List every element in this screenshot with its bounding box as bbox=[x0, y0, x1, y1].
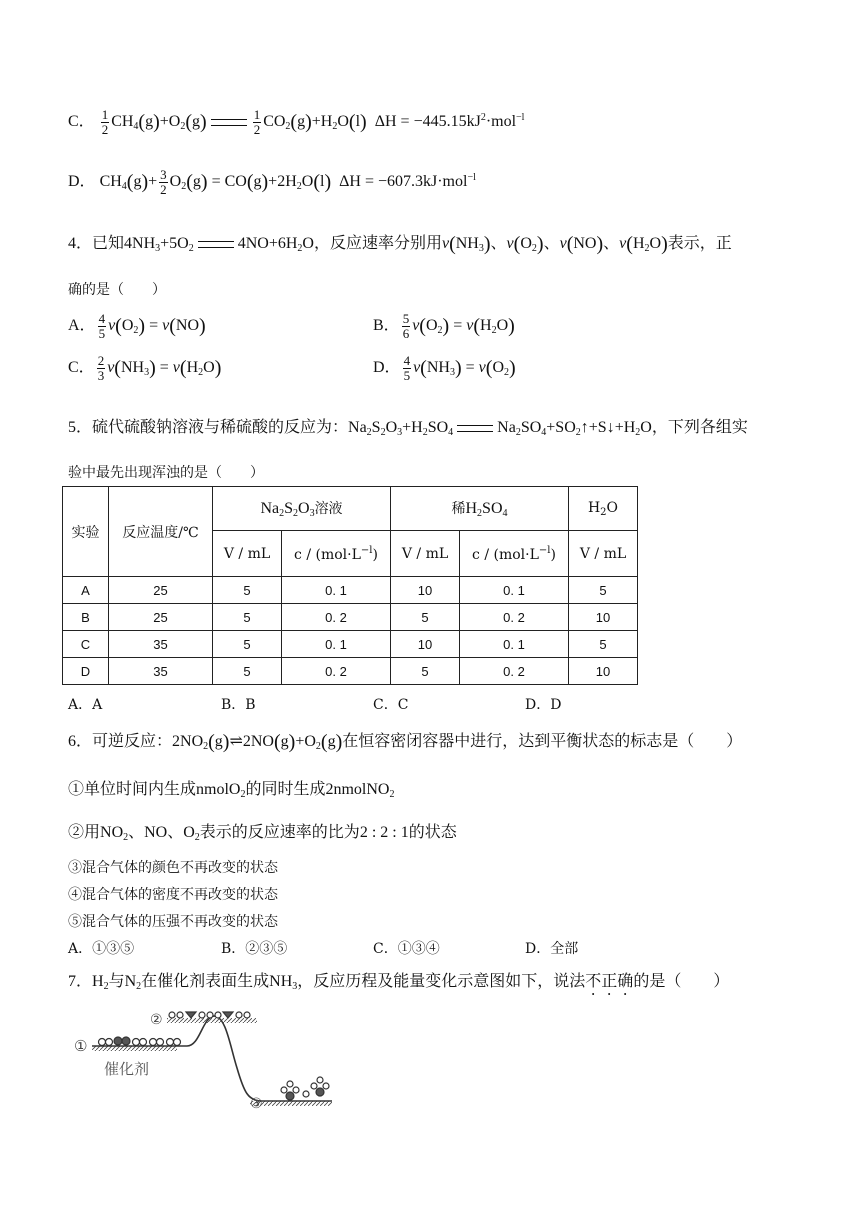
q5-option-a: A．A bbox=[68, 697, 103, 713]
header-v3: V / mL bbox=[569, 531, 638, 577]
q6-stem: 6．可逆反应：$2NO_2(g)\rightleftharpoons 2NO(g)+O_2(g)$在恒容密闭容器中进行，达到平衡状态的标志是（ ） bbox=[68, 731, 743, 753]
stem-text: ，下列各组实 bbox=[651, 419, 748, 436]
option-label: B． bbox=[373, 317, 400, 335]
q4-option-c: C． $\frac{2}{3}$ $v(NH_3) = v(H_2O)$ bbox=[68, 353, 222, 383]
statement-text: 的状态 bbox=[408, 824, 457, 841]
enthalpy-text: ΔH = −445.15kJ bbox=[374, 113, 481, 131]
header-h2so4: 稀$H_2SO_4$ bbox=[391, 487, 569, 531]
stem-text: 在催化剂表面生成 bbox=[141, 973, 270, 990]
q6-statement-4: ④混合气体的密度不再改变的状态 bbox=[68, 887, 278, 903]
q6-option-b: B．②③⑤ bbox=[221, 941, 288, 957]
cell-temp: 25 bbox=[109, 604, 213, 631]
state-label-2: ② bbox=[150, 1012, 163, 1028]
stem-text: 的是（ ） bbox=[633, 973, 730, 990]
enthalpy-sup: −l bbox=[467, 172, 476, 184]
c-close: ) bbox=[550, 546, 556, 563]
cell-exp: C bbox=[63, 631, 109, 658]
stem-text: 与 bbox=[108, 973, 125, 990]
table-row bbox=[63, 631, 638, 658]
q6-option-a: A．①③⑤ bbox=[68, 941, 135, 957]
header-c2 bbox=[460, 531, 569, 577]
c-unit: c / (mol·L bbox=[472, 546, 539, 563]
q6-option-c: C．①③④ bbox=[373, 941, 440, 957]
statement-text: ②用 bbox=[68, 824, 101, 841]
cell-v3: 5 bbox=[569, 577, 638, 604]
cell-c2: 0. 2 bbox=[460, 604, 569, 631]
molecules-state-3 bbox=[281, 1077, 329, 1100]
table-row bbox=[63, 604, 638, 631]
q7-stem: 7．$H_2$与$N_2$在催化剂表面生成$NH_3$，反应历程及能量变化示意图如下，说法不正确的是（ ） bbox=[68, 973, 730, 992]
stem-text: 7． bbox=[68, 973, 93, 990]
cell-c1: 0. 1 bbox=[282, 577, 391, 604]
cell-exp: A bbox=[63, 577, 109, 604]
header-h2o: $H_2O$ bbox=[569, 487, 638, 531]
header-text: 溶液 bbox=[314, 501, 343, 517]
molecules-state-2 bbox=[169, 1012, 250, 1018]
enthalpy-text: ΔH = −607.3kJ·mol bbox=[339, 173, 468, 191]
cell-exp: D bbox=[63, 658, 109, 685]
q5-option-b: B．B bbox=[221, 697, 256, 713]
q6-statement-5: ⑤混合气体的压强不再改变的状态 bbox=[68, 914, 278, 930]
cell-c2: 0. 2 bbox=[460, 658, 569, 685]
table-row bbox=[63, 577, 638, 604]
option-label: C． bbox=[68, 113, 95, 131]
cell-v2: 5 bbox=[391, 658, 460, 685]
cell-exp: B bbox=[63, 604, 109, 631]
statement-text: 表示的反应速率的比为 bbox=[199, 824, 360, 841]
enthalpy-unit: ·mol bbox=[485, 113, 517, 131]
stem-emphasis: 不正确 bbox=[585, 973, 634, 990]
option-label: C． bbox=[68, 359, 95, 377]
q4-stem: 4．已知$4NH_3+5O_2$ $4NO+6H_2O$，反应速率分别用$v(NH_3)$、$v(O_2)$、v(NO)、$v(H_2O)$表示，正 bbox=[68, 233, 732, 255]
stem-text: 4．已知 bbox=[68, 235, 125, 252]
cell-v1: 5 bbox=[213, 631, 282, 658]
cell-v2: 5 bbox=[391, 604, 460, 631]
cell-c1: 0. 2 bbox=[282, 604, 391, 631]
cell-c1: 0. 2 bbox=[282, 658, 391, 685]
q6-option-d: D．全部 bbox=[525, 941, 579, 957]
option-label: D． bbox=[68, 173, 96, 191]
cell-v1: 5 bbox=[213, 658, 282, 685]
option-label: A． bbox=[68, 317, 96, 335]
q6-statement-3: ③混合气体的颜色不再改变的状态 bbox=[68, 860, 278, 876]
header-c1 bbox=[282, 531, 391, 577]
header-v1: V / mL bbox=[213, 531, 282, 577]
q4-option-b: B． $\frac{5}{6}$ $v(O_2) = v(H_2O)$ bbox=[373, 311, 515, 341]
cell-v3: 10 bbox=[569, 604, 638, 631]
cell-temp: 25 bbox=[109, 577, 213, 604]
c-sup: −l bbox=[538, 544, 551, 556]
header-text: 稀 bbox=[451, 501, 466, 517]
stem-text: ，反应速率分别用 bbox=[313, 235, 442, 252]
cell-v2: 10 bbox=[391, 577, 460, 604]
catalyst-label: 催化剂 bbox=[104, 1060, 150, 1078]
reaction-energy-diagram bbox=[72, 1006, 342, 1116]
cell-c2: 0. 1 bbox=[460, 631, 569, 658]
cell-v3: 10 bbox=[569, 658, 638, 685]
q5-option-d: D．D bbox=[525, 697, 562, 713]
c-close: ) bbox=[372, 546, 378, 563]
stem-text: 在恒容密闭容器中进行，达到平衡状态的标志是（ ） bbox=[342, 733, 743, 750]
q5-option-c: C．C bbox=[373, 697, 409, 713]
q6-statement-2: ②用$NO_2$、NO、$O_2$表示的反应速率的比为2 : 2 : 1的状态 bbox=[68, 824, 457, 843]
c-sup: −l bbox=[360, 544, 373, 556]
state-label-1: ① bbox=[74, 1037, 88, 1055]
cell-v1: 5 bbox=[213, 604, 282, 631]
cell-c1: 0. 1 bbox=[282, 631, 391, 658]
q4-option-a: A． $\frac{4}{5}$ $v(O_2) = v(NO)$ bbox=[68, 311, 206, 341]
enthalpy-unit-sup: −l bbox=[516, 112, 525, 124]
stem-text: 表示，正 bbox=[667, 235, 732, 252]
stem-text: 6．可逆反应： bbox=[68, 733, 173, 750]
table-row bbox=[63, 658, 638, 685]
q3-option-c: C． $\frac{1}{2}$ $CH_4(g)+O_2(g)$ $\frac{1}{2}$ $CO_2(g)+H_2O(l) \Delta H = -445.15kJ^2\cdot mol^{-l}$ bbox=[68, 107, 525, 137]
stem-text: 5．硫代硫酸钠溶液与稀硫酸的反应为： bbox=[68, 419, 349, 436]
option-label: D． bbox=[373, 359, 401, 377]
header-v2: V / mL bbox=[391, 531, 460, 577]
cell-c2: 0. 1 bbox=[460, 577, 569, 604]
q4-stem-cont: 确的是（ ） bbox=[68, 282, 166, 298]
cell-temp: 35 bbox=[109, 631, 213, 658]
q5-stem: 5．硫代硫酸钠溶液与稀硫酸的反应为：$Na_2S_2O_3+H_2SO_4$ $Na_2SO_4+SO_2↑+S↓+H_2O$，下列各组实 bbox=[68, 419, 748, 438]
statement-text: ①单位时间内生成 bbox=[68, 781, 197, 798]
cell-temp: 35 bbox=[109, 658, 213, 685]
cell-v2: 10 bbox=[391, 631, 460, 658]
q4-option-d: D． $\frac{4}{5}$ $v(NH_3) = v(O_2)$ bbox=[373, 353, 516, 383]
enthalpy-sup: 2 bbox=[480, 112, 486, 124]
state-label-3: ③ bbox=[250, 1096, 263, 1112]
molecules-state-1 bbox=[99, 1037, 181, 1046]
cell-v3: 5 bbox=[569, 631, 638, 658]
q5-stem-cont: 验中最先出现浑浊的是（ ） bbox=[68, 465, 264, 481]
q6-statement-1: ①单位时间内生成nmolO$_2$的同时生成2nmolNO$_2$ bbox=[68, 781, 395, 800]
surface-2 bbox=[167, 1018, 257, 1023]
c-unit: c / (mol·L bbox=[294, 546, 361, 563]
statement-text: 的同时生成 bbox=[245, 781, 326, 798]
header-na2s2o3: $Na_2S_2O_3$溶液 bbox=[213, 487, 391, 531]
stem-text: ，反应历程及能量变化示意图如下，说法 bbox=[297, 973, 586, 990]
experiment-table bbox=[62, 486, 638, 685]
header-exp: 实验 bbox=[63, 487, 109, 577]
q3-option-d: D． $CH_4(g)+$ $\frac{3}{2}$ $O_2(g) = CO(g)+2H_2O(l) \Delta H = -607.3kJ\cdot mol^{-l}$ bbox=[68, 167, 476, 197]
cell-v1: 5 bbox=[213, 577, 282, 604]
header-temp: 反应温度/℃ bbox=[109, 487, 213, 577]
